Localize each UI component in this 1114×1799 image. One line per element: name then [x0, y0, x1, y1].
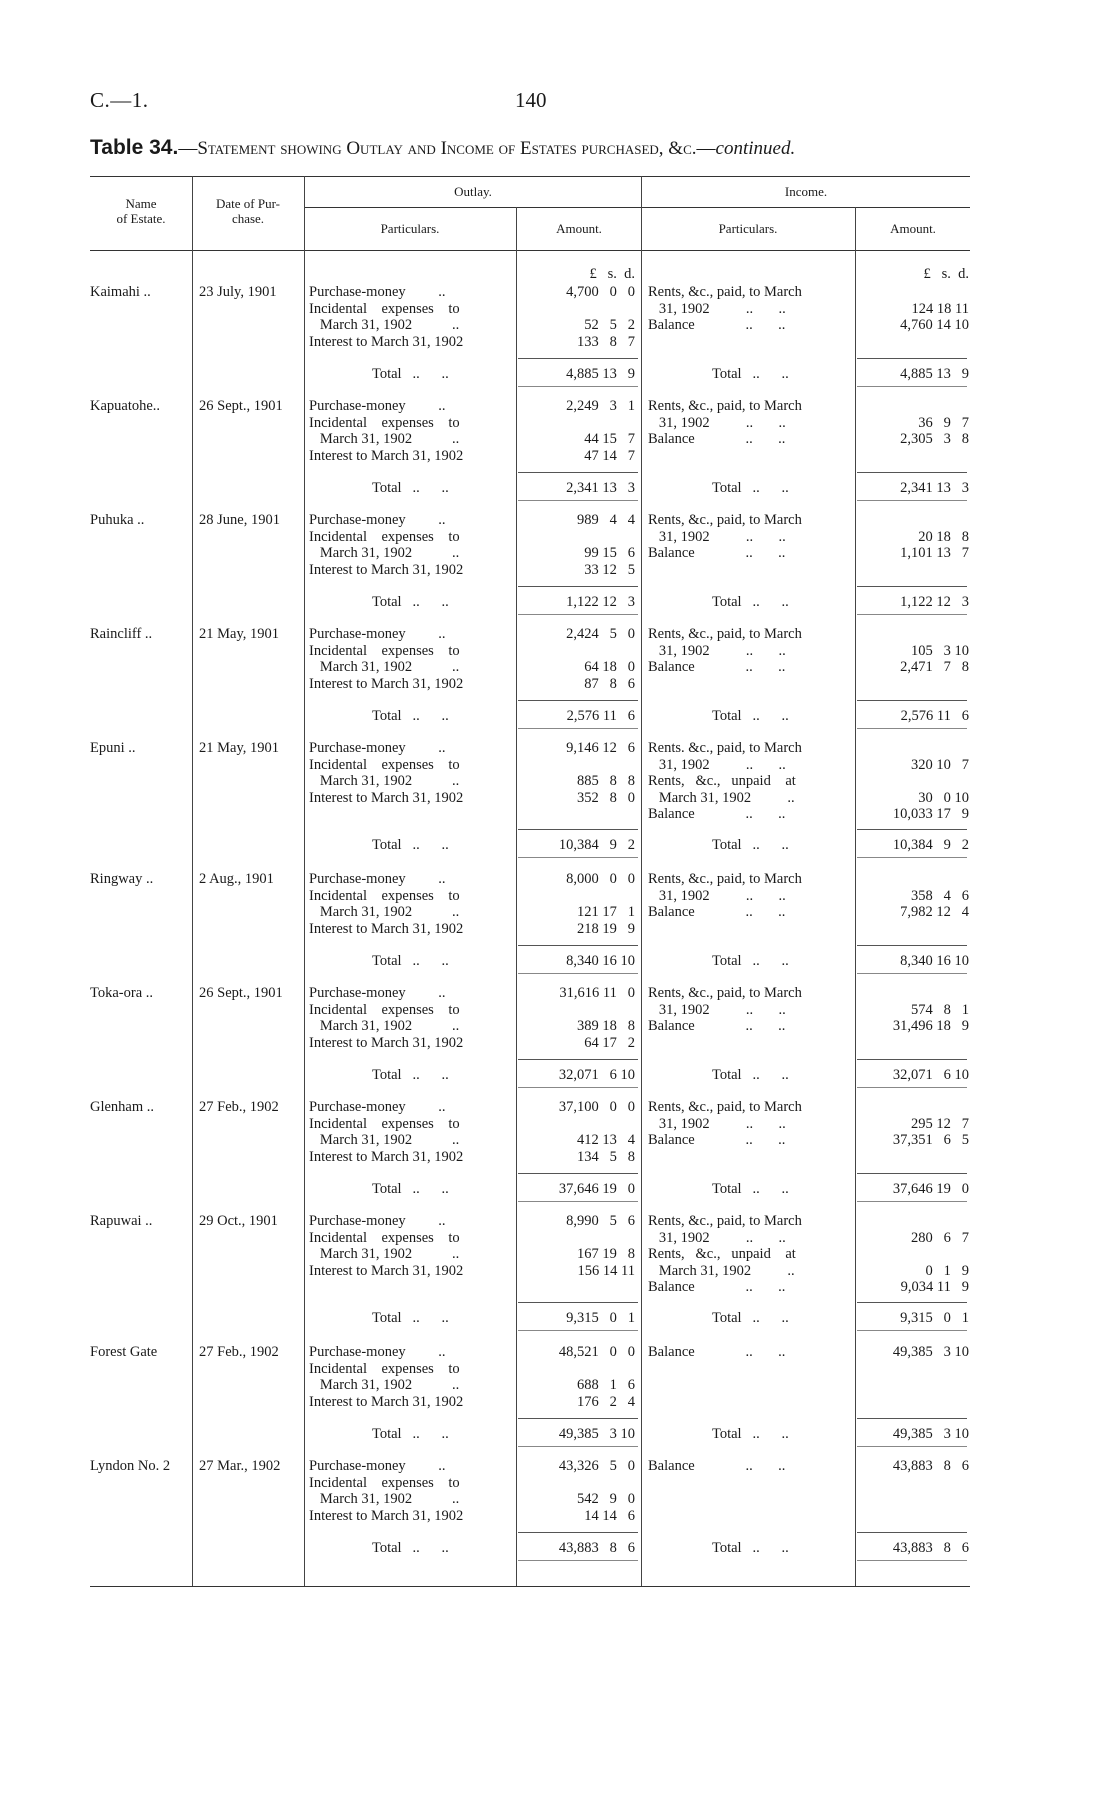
income-total: 10,384 9 2 [892, 837, 969, 853]
estate-name: Forest Gate [90, 1344, 158, 1360]
outlay-particular-line: Purchase-money .. [309, 1213, 446, 1229]
income-total: 32,071 6 10 [892, 1067, 969, 1083]
outlay-particular-line: Purchase-money .. [309, 740, 446, 756]
outlay-amount: 412 13 4 [577, 1132, 635, 1148]
outlay-particular-line: Interest to March 31, 1902 [309, 675, 464, 692]
outlay-particular-line: March 31, 1902 .. [309, 1491, 460, 1507]
block-separator-rule [518, 857, 638, 858]
purchase-date: 26 Sept., 1901 [199, 985, 283, 1001]
income-amount: 124 18 11 [911, 300, 969, 317]
outlay-particular-line: Incidental expenses to [309, 300, 460, 317]
income-particular-line: Rents, &c., paid, to March [648, 512, 802, 528]
income-total-label: Total .. .. [712, 480, 789, 496]
income-total: 4,885 13 9 [900, 366, 969, 382]
outlay-total: 43,883 8 6 [558, 1540, 635, 1556]
estate-name: Ringway .. [90, 871, 154, 887]
outlay-total: 37,646 19 0 [558, 1181, 635, 1197]
outlay-amount: 989 4 4 [577, 512, 635, 528]
income-particular-line: Rents, &c., paid, to March [648, 398, 802, 414]
income-total: 49,385 3 10 [892, 1426, 969, 1442]
income-total-rule [857, 586, 967, 587]
outlay-amount: 134 5 8 [577, 1148, 635, 1165]
income-particular-line: Rents, &c., unpaid at [648, 1246, 796, 1262]
income-amount: 320 10 7 [911, 756, 969, 773]
outlay-particular-line: Purchase-money .. [309, 512, 446, 528]
outlay-particular-line: Incidental expenses to [309, 756, 460, 773]
income-total-rule [857, 472, 967, 473]
block-separator-rule [518, 500, 638, 501]
outlay-amount: 8,990 5 6 [566, 1213, 635, 1229]
block-separator-rule [518, 1201, 638, 1202]
outlay-total-rule [518, 472, 638, 473]
purchase-date: 21 May, 1901 [199, 740, 280, 756]
income-particular-line: Rents. &c., paid, to March [648, 740, 802, 756]
income-particular-line: 31, 1902 .. .. [648, 642, 786, 659]
income-total-label: Total .. .. [712, 1310, 789, 1326]
outlay-amount: 133 8 7 [577, 333, 635, 350]
outlay-particular-line: March 31, 1902 .. [309, 431, 460, 447]
table-bottom-rule [90, 1586, 970, 1587]
header-mid-rule [304, 207, 970, 208]
outlay-particular-line: Purchase-money .. [309, 1344, 446, 1360]
outlay-total-rule [518, 700, 638, 701]
outlay-currency-units: £ s. d. [589, 266, 635, 282]
block-separator-rule [518, 1446, 638, 1447]
income-amount: 105 3 10 [911, 642, 969, 659]
income-amount: 49,385 3 10 [892, 1344, 969, 1360]
outlay-particular-line: March 31, 1902 .. [309, 1132, 460, 1148]
outlay-total-label: Total .. .. [372, 837, 449, 853]
outlay-total-label: Total .. .. [372, 1540, 449, 1556]
outlay-total-rule [518, 945, 638, 946]
income-total-label: Total .. .. [712, 366, 789, 382]
income-particular-line: 31, 1902 .. .. [648, 528, 786, 545]
outlay-total: 9,315 0 1 [566, 1310, 635, 1326]
block-separator-rule [518, 728, 638, 729]
outlay-particular-line: March 31, 1902 .. [309, 317, 460, 333]
table-number: Table 34. [90, 136, 179, 159]
estate-name: Glenham .. [90, 1099, 155, 1115]
income-amount: 9,034 11 9 [900, 1279, 969, 1295]
income-total: 2,576 11 6 [900, 708, 969, 724]
outlay-particular-line: Interest to March 31, 1902 [309, 1148, 464, 1165]
outlay-particular-line: Incidental expenses to [309, 1229, 460, 1246]
outlay-total-label: Total .. .. [372, 1067, 449, 1083]
outlay-particular-line: Purchase-money .. [309, 398, 446, 414]
income-total-rule [857, 945, 967, 946]
income-amount: 43,883 8 6 [892, 1458, 969, 1474]
outlay-particular-line: Purchase-money .. [309, 985, 446, 1001]
estate-name: Epuni .. [90, 740, 136, 756]
block-separator-rule [518, 1087, 638, 1088]
income-amount: 10,033 17 9 [892, 806, 969, 822]
outlay-amount: 9,146 12 6 [566, 740, 635, 756]
outlay-total: 49,385 3 10 [558, 1426, 635, 1442]
income-amount: 295 12 7 [911, 1115, 969, 1132]
header-income-amount: Amount. [890, 221, 936, 236]
outlay-amount: 389 18 8 [577, 1018, 635, 1034]
outlay-total-label: Total .. .. [372, 1310, 449, 1326]
income-particular-line: March 31, 1902 .. [648, 789, 795, 806]
estate-name: Toka-ora .. [90, 985, 153, 1001]
income-particular-line: 31, 1902 .. .. [648, 887, 786, 904]
income-total: 1,122 12 3 [900, 594, 969, 610]
outlay-particular-line: March 31, 1902 .. [309, 904, 460, 920]
outlay-amount: 64 17 2 [584, 1034, 635, 1051]
outlay-total-label: Total .. .. [372, 1181, 449, 1197]
income-amount: 31,496 18 9 [892, 1018, 969, 1034]
block-separator-rule [857, 973, 967, 974]
block-separator-rule [518, 1330, 638, 1331]
income-particular-line: 31, 1902 .. .. [648, 1115, 786, 1132]
income-total-rule [857, 1418, 967, 1419]
outlay-amount: 2,249 3 1 [566, 398, 635, 414]
income-total-rule [857, 1532, 967, 1533]
outlay-amount: 47 14 7 [584, 447, 635, 464]
outlay-amount: 44 15 7 [584, 431, 635, 447]
outlay-total: 4,885 13 9 [566, 366, 635, 382]
income-amount: 7,982 12 4 [900, 904, 969, 920]
outlay-amount: 542 9 0 [577, 1491, 635, 1507]
purchase-date: 2 Aug., 1901 [199, 871, 274, 887]
outlay-particular-line: March 31, 1902 .. [309, 1246, 460, 1262]
estate-name: Puhuka .. [90, 512, 145, 528]
income-total-rule [857, 829, 967, 830]
outlay-amount: 99 15 6 [584, 545, 635, 561]
outlay-total-rule [518, 1532, 638, 1533]
outlay-amount: 37,100 0 0 [558, 1099, 635, 1115]
outlay-particular-line: March 31, 1902 .. [309, 1018, 460, 1034]
outlay-amount: 52 5 2 [584, 317, 635, 333]
income-amount: 358 4 6 [911, 887, 969, 904]
income-total-rule [857, 1059, 967, 1060]
block-separator-rule [518, 614, 638, 615]
purchase-date: 28 June, 1901 [199, 512, 280, 528]
page-ref: C.—1. [90, 88, 149, 112]
income-particular-line: Balance .. .. [648, 1018, 786, 1034]
income-amount: 37,351 6 5 [892, 1132, 969, 1148]
income-amount: 4,760 14 10 [900, 317, 969, 333]
income-particular-line: 31, 1902 .. .. [648, 1001, 786, 1018]
income-total: 9,315 0 1 [900, 1310, 969, 1326]
header-outlay-amount: Amount. [556, 221, 602, 236]
outlay-particular-line: Purchase-money .. [309, 1099, 446, 1115]
outlay-total-rule [518, 1418, 638, 1419]
outlay-total-label: Total .. .. [372, 366, 449, 382]
income-particular-line: Balance .. .. [648, 1279, 786, 1295]
outlay-particular-line: Interest to March 31, 1902 [309, 1393, 464, 1410]
income-amount: 36 9 7 [918, 414, 969, 431]
income-particular-line: Balance .. .. [648, 1344, 786, 1360]
estate-name: Rapuwai .. [90, 1213, 153, 1229]
purchase-date: 26 Sept., 1901 [199, 398, 283, 414]
block-separator-rule [857, 1087, 967, 1088]
col-rule-2 [304, 176, 305, 1586]
header-bottom-rule [90, 250, 970, 251]
income-amount: 0 1 9 [925, 1262, 969, 1279]
outlay-amount: 64 18 0 [584, 659, 635, 675]
outlay-particular-line: Purchase-money .. [309, 1458, 446, 1474]
outlay-particular-line: Purchase-money .. [309, 284, 446, 300]
purchase-date: 29 Oct., 1901 [199, 1213, 278, 1229]
income-particular-line: Rents, &c., paid, to March [648, 871, 802, 887]
header-income-particulars: Particulars. [718, 221, 778, 236]
header-date-of-purchase: Date of Pur- chase. [216, 196, 280, 226]
page-number: 140 [515, 88, 547, 112]
income-total: 43,883 8 6 [892, 1540, 969, 1556]
outlay-total: 2,576 11 6 [566, 708, 635, 724]
block-separator-rule [518, 1560, 638, 1561]
header-top-rule [90, 176, 970, 177]
outlay-total-label: Total .. .. [372, 594, 449, 610]
purchase-date: 27 Mar., 1902 [199, 1458, 281, 1474]
outlay-total-rule [518, 358, 638, 359]
outlay-total: 1,122 12 3 [566, 594, 635, 610]
outlay-amount: 43,326 5 0 [558, 1458, 635, 1474]
estate-name: Kapuatohe.. [90, 398, 161, 414]
outlay-amount: 156 14 11 [577, 1262, 635, 1279]
outlay-total-rule [518, 586, 638, 587]
block-separator-rule [857, 614, 967, 615]
outlay-particular-line: Purchase-money .. [309, 626, 446, 642]
outlay-amount: 4,700 0 0 [566, 284, 635, 300]
table-title [90, 136, 795, 160]
income-total-label: Total .. .. [712, 837, 789, 853]
income-particular-line: Rents, &c., paid, to March [648, 1213, 802, 1229]
income-particular-line: Rents, &c., paid, to March [648, 626, 802, 642]
outlay-particular-line: Incidental expenses to [309, 1360, 460, 1377]
header-outlay: Outlay. [454, 184, 492, 199]
outlay-total-rule [518, 1059, 638, 1060]
outlay-particular-line: March 31, 1902 .. [309, 773, 460, 789]
income-particular-line: Rents, &c., paid, to March [648, 985, 802, 1001]
outlay-particular-line: Interest to March 31, 1902 [309, 789, 464, 806]
outlay-amount: 688 1 6 [577, 1377, 635, 1393]
outlay-amount: 14 14 6 [584, 1507, 635, 1524]
outlay-total-rule [518, 1302, 638, 1303]
income-amount: 280 6 7 [911, 1229, 969, 1246]
income-particular-line: Balance .. .. [648, 659, 786, 675]
purchase-date: 27 Feb., 1902 [199, 1344, 279, 1360]
income-total-rule [857, 358, 967, 359]
income-amount: 1,101 13 7 [900, 545, 969, 561]
outlay-amount: 33 12 5 [584, 561, 635, 578]
income-amount: 2,305 3 8 [900, 431, 969, 447]
block-separator-rule [857, 500, 967, 501]
income-particular-line: Balance .. .. [648, 1458, 786, 1474]
outlay-total: 8,340 16 10 [566, 953, 635, 969]
outlay-amount: 218 19 9 [577, 920, 635, 937]
outlay-amount: 8,000 0 0 [566, 871, 635, 887]
header-income: Income. [784, 184, 828, 199]
outlay-particular-line: March 31, 1902 .. [309, 1377, 460, 1393]
outlay-total-label: Total .. .. [372, 708, 449, 724]
block-separator-rule [518, 973, 638, 974]
outlay-total: 2,341 13 3 [566, 480, 635, 496]
block-separator-rule [857, 386, 967, 387]
income-total-label: Total .. .. [712, 1426, 789, 1442]
income-total-rule [857, 1173, 967, 1174]
block-separator-rule [857, 857, 967, 858]
outlay-amount: 87 8 6 [584, 675, 635, 692]
table-title-continued: continued. [715, 138, 796, 159]
income-total-label: Total .. .. [712, 1181, 789, 1197]
income-amount: 30 0 10 [918, 789, 969, 806]
income-currency-units: £ s. d. [923, 266, 969, 282]
outlay-particular-line: Interest to March 31, 1902 [309, 447, 464, 464]
income-total-rule [857, 1302, 967, 1303]
outlay-particular-line: Interest to March 31, 1902 [309, 1034, 464, 1051]
income-total-label: Total .. .. [712, 1540, 789, 1556]
income-particular-line: 31, 1902 .. .. [648, 756, 786, 773]
col-rule-1 [192, 176, 193, 1586]
outlay-particular-line: Incidental expenses to [309, 887, 460, 904]
income-particular-line: Rents, &c., paid, to March [648, 284, 802, 300]
outlay-particular-line: March 31, 1902 .. [309, 659, 460, 675]
block-separator-rule [857, 1330, 967, 1331]
block-separator-rule [857, 728, 967, 729]
header-name-of-estate: Name of Estate. [116, 196, 166, 226]
income-particular-line: 31, 1902 .. .. [648, 1229, 786, 1246]
income-amount: 574 8 1 [911, 1001, 969, 1018]
block-separator-rule [518, 386, 638, 387]
outlay-total-rule [518, 829, 638, 830]
income-particular-line: Balance .. .. [648, 317, 786, 333]
outlay-particular-line: March 31, 1902 .. [309, 545, 460, 561]
outlay-particular-line: Purchase-money .. [309, 871, 446, 887]
outlay-amount: 48,521 0 0 [558, 1344, 635, 1360]
outlay-amount: 31,616 11 0 [559, 985, 635, 1001]
table-title-text: —Statement showing Outlay and Income of Estates purchased, &c.— [178, 138, 716, 159]
income-particular-line: 31, 1902 .. .. [648, 300, 786, 317]
income-total-label: Total .. .. [712, 708, 789, 724]
income-particular-line: Rents, &c., unpaid at [648, 773, 796, 789]
income-total-label: Total .. .. [712, 953, 789, 969]
outlay-amount: 167 19 8 [577, 1246, 635, 1262]
income-total-label: Total .. .. [712, 594, 789, 610]
block-separator-rule [857, 1560, 967, 1561]
outlay-total-label: Total .. .. [372, 480, 449, 496]
outlay-particular-line: Incidental expenses to [309, 1001, 460, 1018]
income-amount: 2,471 7 8 [900, 659, 969, 675]
outlay-amount: 121 17 1 [577, 904, 635, 920]
estate-name: Lyndon No. 2 [90, 1458, 171, 1474]
income-total-rule [857, 700, 967, 701]
outlay-particular-line: Interest to March 31, 1902 [309, 1507, 464, 1524]
outlay-amount: 885 8 8 [577, 773, 635, 789]
income-particular-line: Balance .. .. [648, 1132, 786, 1148]
block-separator-rule [857, 1201, 967, 1202]
purchase-date: 23 July, 1901 [199, 284, 277, 300]
income-particular-line: Rents, &c., paid, to March [648, 1099, 802, 1115]
outlay-total: 32,071 6 10 [558, 1067, 635, 1083]
outlay-total: 10,384 9 2 [558, 837, 635, 853]
income-particular-line: March 31, 1902 .. [648, 1262, 795, 1279]
income-particular-line: Balance .. .. [648, 904, 786, 920]
col-rule-3 [516, 207, 517, 1586]
outlay-particular-line: Incidental expenses to [309, 528, 460, 545]
col-rule-5 [855, 207, 856, 1586]
outlay-particular-line: Incidental expenses to [309, 1474, 460, 1491]
outlay-amount: 176 2 4 [577, 1393, 635, 1410]
income-total: 8,340 16 10 [900, 953, 969, 969]
outlay-amount: 2,424 5 0 [566, 626, 635, 642]
outlay-particular-line: Incidental expenses to [309, 642, 460, 659]
income-particular-line: Balance .. .. [648, 431, 786, 447]
header-outlay-particulars: Particulars. [380, 221, 440, 236]
income-particular-line: 31, 1902 .. .. [648, 414, 786, 431]
outlay-total-rule [518, 1173, 638, 1174]
outlay-particular-line: Incidental expenses to [309, 414, 460, 431]
outlay-particular-line: Interest to March 31, 1902 [309, 1262, 464, 1279]
purchase-date: 21 May, 1901 [199, 626, 280, 642]
outlay-particular-line: Interest to March 31, 1902 [309, 920, 464, 937]
block-separator-rule [857, 1446, 967, 1447]
estate-name: Kaimahi .. [90, 284, 151, 300]
col-rule-4 [641, 176, 642, 1586]
purchase-date: 27 Feb., 1902 [199, 1099, 279, 1115]
income-total: 37,646 19 0 [892, 1181, 969, 1197]
income-amount: 20 18 8 [918, 528, 969, 545]
outlay-particular-line: Interest to March 31, 1902 [309, 333, 464, 350]
income-particular-line: Balance .. .. [648, 545, 786, 561]
outlay-particular-line: Incidental expenses to [309, 1115, 460, 1132]
income-particular-line: Balance .. .. [648, 806, 786, 822]
outlay-particular-line: Interest to March 31, 1902 [309, 561, 464, 578]
outlay-total-label: Total .. .. [372, 1426, 449, 1442]
outlay-amount: 352 8 0 [577, 789, 635, 806]
estate-name: Raincliff .. [90, 626, 153, 642]
income-total-label: Total .. .. [712, 1067, 789, 1083]
income-total: 2,341 13 3 [900, 480, 969, 496]
outlay-total-label: Total .. .. [372, 953, 449, 969]
